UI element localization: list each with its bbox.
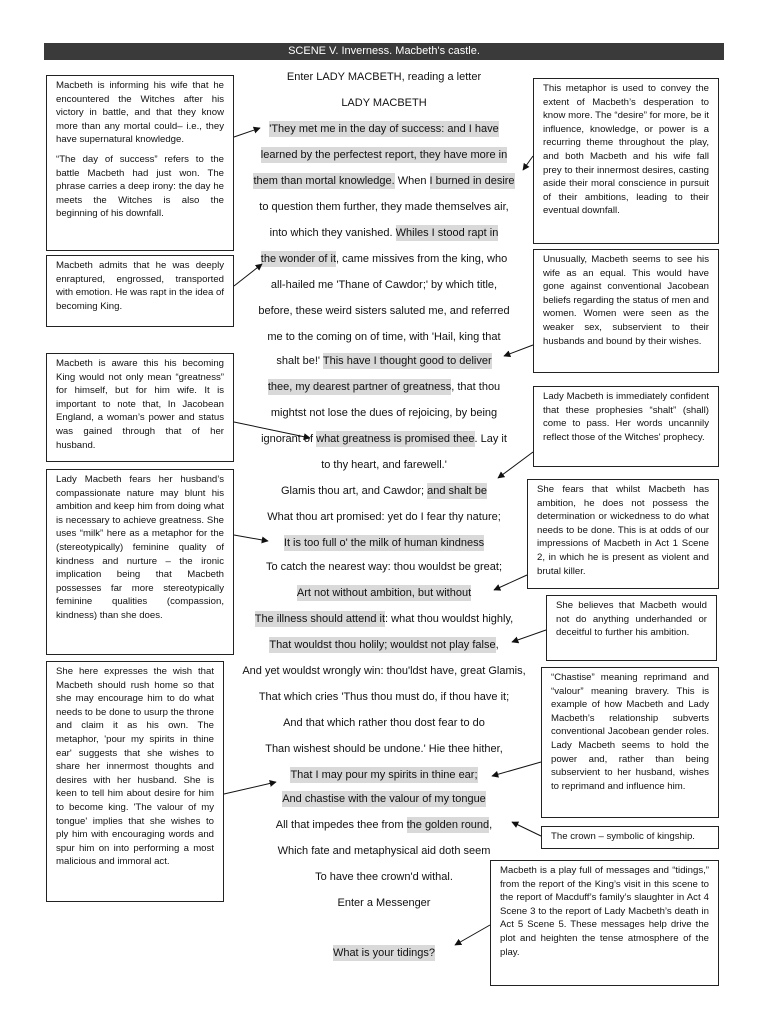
text-segment: : what thou wouldst highly, — [385, 613, 514, 625]
play-line — [228, 304, 540, 318]
play-line — [228, 818, 540, 832]
play-line — [228, 510, 540, 524]
note-paragraph: This metaphor is used to convey the extent of Macbeth’s desperation to know more. The “desire” for more, be it influence, knowledge, or power is a recurring theme throughout the play, and both Macbeth and his wife fall prey to their innermost desires, casting aside their moral conscience in pursuit of their ambitions, leading to their eventual downfall. — [543, 83, 709, 217]
text-segment: to question them further, they made themselves air, — [259, 201, 509, 213]
play-line — [228, 278, 540, 292]
highlighted-phrase: What is your tidings? — [332, 947, 436, 959]
note-paragraph: Unusually, Macbeth seems to see his wife as an equal. This would have gone against conventional Jacobean beliefs regarding the status of men and women. Women were seen as the weaker sex, subservient to their husbands and bound by their wishes. — [543, 254, 709, 347]
play-line — [228, 380, 540, 394]
note-paragraph: Lady Macbeth is immediately confident that these prophesies “shalt” (shall) come to pass. Her words uncannily reflect those of the Witches' prophecy. — [543, 391, 709, 443]
play-line — [228, 484, 540, 498]
scene-heading: SCENE V. Inverness. Macbeth's castle. — [44, 43, 724, 60]
text-segment: , that thou — [451, 381, 501, 393]
text-segment: And yet wouldst wrongly win: thou'ldst have, great Glamis, — [242, 665, 526, 677]
note-spirits — [46, 661, 224, 902]
play-line — [228, 844, 540, 858]
text-segment: What thou art promised: yet do I fear thy nature; — [267, 511, 501, 523]
highlighted-phrase: learned by the perfectest report, they have more in — [260, 149, 508, 161]
text-segment: all-hailed me 'Thane of Cawdor;' by which title, — [270, 279, 498, 291]
text-segment: Glamis thou art, and Cawdor; — [280, 485, 428, 497]
play-line — [228, 536, 540, 550]
text-segment: And that which rather thou dost fear to do — [283, 717, 485, 729]
text-segment: to thy heart, and farewell.' — [321, 459, 447, 471]
play-line — [228, 122, 540, 136]
note-paragraph: Macbeth is a play full of messages and “tidings,” from the report of the King’s visit in this scene to the report of Macduff’s family’s slaughter in Act 4 Scene 3 to the report of Lady Macbeth’s death in Act 5 Scene 5. These messages help drive the plot and heighten the tense atmosphere of the play. — [500, 865, 709, 958]
text-segment: , — [495, 639, 499, 651]
highlighted-phrase: This have I thought good to deliver — [322, 355, 492, 367]
text-segment: ignorant of — [261, 433, 317, 445]
note-paragraph: Lady Macbeth fears her husband’s compassionate nature may blunt his ambition and keep him from doing what is necessary to achieve greatness. She uses “milk” here as a metaphor for the (stereotypically) feminine quality of kindness and nurture – the ironic implication being that Macbeth possesses far more stereotypically feminine qualities (compassion, kindness) than she does. — [56, 474, 224, 621]
play-line — [228, 252, 540, 266]
note-tidings — [490, 860, 719, 986]
note-paragraph: She believes that Macbeth would not do anything underhanded or deceitful to further his ambition. — [556, 600, 707, 639]
play-line — [228, 432, 540, 446]
text-segment: into which they vanished. — [269, 227, 396, 239]
highlighted-phrase: I burned in desire — [429, 175, 515, 187]
note-paragraph: “Chastise” meaning reprimand and “valour” meaning bravery. This is example of how Macbeth and Lady Macbeth’s relationship subverts conventional Jacobean gender roles. Lady Macbeth seems to hold the power and, rather than being subservient to her husband, wishes to reprimand and influence him. — [551, 672, 709, 792]
text-segment: Than wishest should be undone.' Hie thee hither, — [265, 743, 503, 755]
note-greatness — [46, 353, 234, 462]
note-paragraph: The crown – symbolic of kingship. — [551, 831, 695, 842]
note-paragraph: Macbeth is informing his wife that he encountered the Witches after his victory in battle, and that they know more than any mortal could– i.e., they have supernatural knowledge. — [56, 80, 224, 146]
text-segment: , came missives from the king, who — [336, 253, 508, 265]
note-chastise — [541, 667, 719, 818]
play-line — [228, 742, 540, 756]
note-partner — [533, 249, 719, 373]
note-paragraph: She fears that whilst Macbeth has ambition, he does not possess the determination or wickedness to do what needs to be done. This is at odds of our impressions of Macbeth in Act 1 Scene 2, in which he is present as violent and brutal killer. — [537, 484, 709, 577]
play-line — [228, 226, 540, 240]
note-paragraph: Macbeth is aware this his becoming King would not only mean “greatness” for himself, but for him wife. It is important to note that, In Jacobean England, a woman’s power and status was gained through that of her husband. — [56, 358, 224, 451]
text-segment: LADY MACBETH — [341, 97, 427, 109]
play-line — [228, 96, 540, 110]
text-segment: mightst not lose the dues of rejoicing, by being — [270, 407, 498, 419]
play-line — [228, 148, 540, 162]
highlighted-phrase: Whiles I stood rapt in — [395, 227, 499, 239]
note-crown — [541, 826, 719, 849]
play-line — [228, 330, 540, 344]
note-paragraph: Macbeth admits that he was deeply enraptured, engrossed, transported with emotion. He was rapt in the idea of becoming King. — [56, 260, 224, 312]
play-line — [228, 612, 540, 626]
highlighted-phrase: and shalt be — [427, 485, 488, 497]
play-line — [228, 690, 540, 704]
play-line — [228, 664, 540, 678]
play-line — [228, 200, 540, 214]
highlighted-phrase: the golden round — [406, 819, 490, 831]
play-line — [228, 586, 540, 600]
highlighted-phrase: The illness should attend it — [254, 613, 386, 625]
text-segment: To catch the nearest way: thou wouldst be great; — [265, 561, 503, 573]
note-day-of-success — [46, 75, 234, 251]
play-line — [228, 792, 540, 806]
note-paragraph: “The day of success” refers to the battle Macbeth had just won. The phrase carries a deep irony: the day he meets the Witches is also the beginning of his downfall. — [56, 153, 224, 220]
note-desire — [533, 78, 719, 244]
play-line — [228, 70, 540, 84]
highlighted-phrase: thee, my dearest partner of greatness — [267, 381, 452, 393]
text-segment: To have thee crown'd withal. — [315, 871, 453, 883]
arrow-tidings — [455, 925, 490, 945]
highlighted-phrase: 'They met me in the day of success: and I have — [269, 123, 499, 135]
play-line — [228, 638, 540, 652]
play-line — [228, 406, 540, 420]
text-segment: , — [489, 819, 493, 831]
note-milk — [46, 469, 234, 655]
highlighted-phrase: them than mortal knowledge. — [253, 175, 395, 187]
play-line — [228, 716, 540, 730]
note-shalt-be — [533, 386, 719, 467]
note-rapt — [46, 255, 234, 327]
play-line — [228, 768, 540, 782]
note-paragraph: She here expresses the wish that Macbeth should rush home so that she may encourage him to do what needs to be done to usurp the throne and claim it as his own. The metaphor, 'pour my spirits in thine ear' suggests that she wishes to share her innermost thoughts and desires with her husband. She is keen to tell him about desire for him to become king. 'The valour of my tongue' implies that she wishes to ply him with encouraging words and spur him on into performing a most malicious and immoral act. — [56, 666, 214, 868]
highlighted-phrase: Art not without ambition, but without — [296, 587, 472, 599]
text-segment: . Lay it — [474, 433, 507, 445]
text-segment: me to the coming on of time, with 'Hail, king that — [267, 331, 501, 343]
highlighted-phrase: That I may pour my spirits in thine ear; — [290, 769, 478, 781]
text-segment: shalt be!' — [276, 355, 323, 367]
highlighted-phrase: what greatness is promised thee — [316, 433, 475, 445]
text-segment: Which fate and metaphysical aid doth seem — [277, 845, 491, 857]
text-segment: All that impedes thee from — [275, 819, 407, 831]
play-line — [228, 560, 540, 574]
play-line — [228, 354, 540, 368]
text-segment: Enter LADY MACBETH, reading a letter — [286, 71, 482, 83]
highlighted-phrase: That wouldst thou holily; wouldst not play false — [269, 639, 496, 651]
text-segment: before, these weird sisters saluted me, and referred — [258, 305, 510, 317]
text-segment: That which cries 'Thus thou must do, if thou have it; — [258, 691, 510, 703]
text-segment: Enter a Messenger — [337, 897, 431, 909]
play-line — [228, 174, 540, 188]
note-holily — [546, 595, 717, 661]
highlighted-phrase: It is too full o' the milk of human kindness — [283, 537, 485, 549]
highlighted-phrase: the wonder of it — [260, 253, 337, 265]
play-line — [228, 458, 540, 472]
note-ambition — [527, 479, 719, 589]
text-segment: When — [394, 175, 430, 187]
highlighted-phrase: And chastise with the valour of my tongue — [282, 793, 486, 805]
